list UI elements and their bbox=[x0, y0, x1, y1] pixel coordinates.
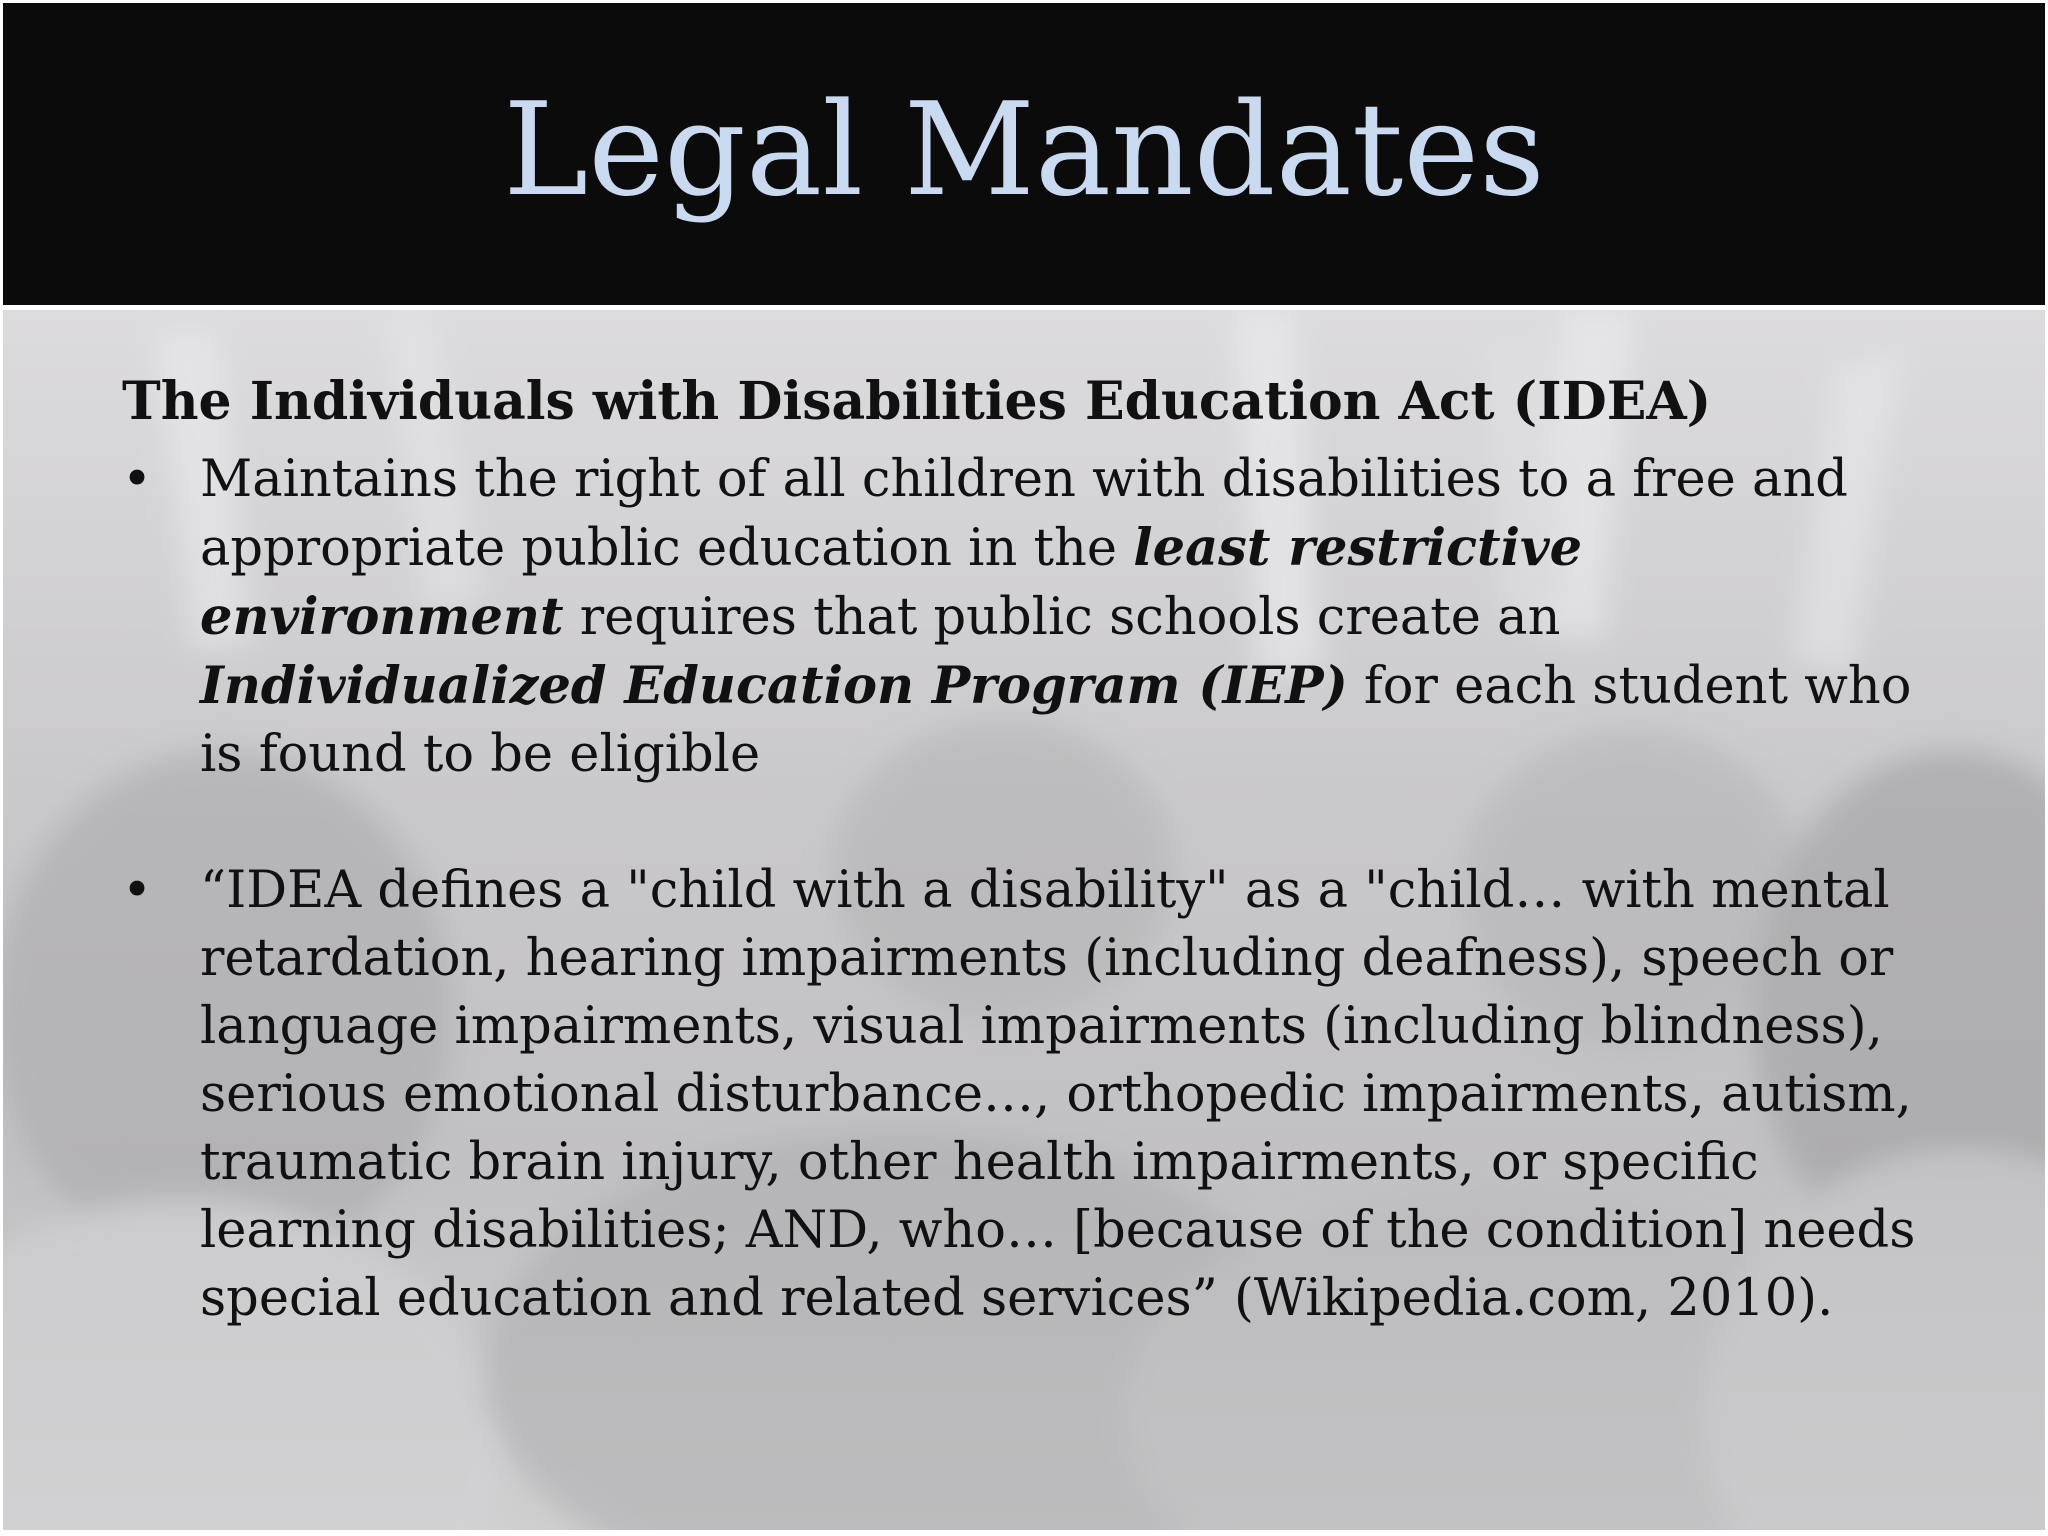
bullet-item-lre-iep bbox=[122, 446, 1960, 789]
slide-title: Legal Mandates bbox=[503, 75, 1545, 225]
bullet-marker: • bbox=[122, 861, 153, 920]
bullet-1-text-end: for each student who is found to be eligible bbox=[200, 657, 1912, 784]
title-bar bbox=[3, 3, 2045, 305]
slide-body bbox=[122, 368, 1962, 1333]
bullet-marker: • bbox=[122, 450, 153, 509]
emphasis-iep: Individualized Education Program (IEP) bbox=[200, 656, 1348, 716]
bullet-2-text: “IDEA defines a "child with a disability" as a "child… with mental retardation, hearing impairments (including deafness), speech or language impairments, visual impairments (including blindness), serious emotional disturbance…, orthopedic impairments, autism, traumatic brain injury, other health impairments, or specific learning disabilities; AND, who… [because of the condition] needs special education and related services” (Wikipedia.com, 2010). bbox=[200, 861, 1916, 1328]
bullet-1-text-cont: requires that public schools create an bbox=[563, 588, 1561, 647]
section-heading: The Individuals with Disabilities Education Act (IDEA) bbox=[122, 371, 1712, 432]
bullet-item-definition-quote bbox=[122, 857, 1960, 1333]
bullet-1-text: Maintains the right of all children with disabilities to a free and appropriate public education in the bbox=[200, 450, 1848, 578]
emphasis-least-restrictive-environment: least restrictive environment bbox=[200, 518, 1583, 647]
